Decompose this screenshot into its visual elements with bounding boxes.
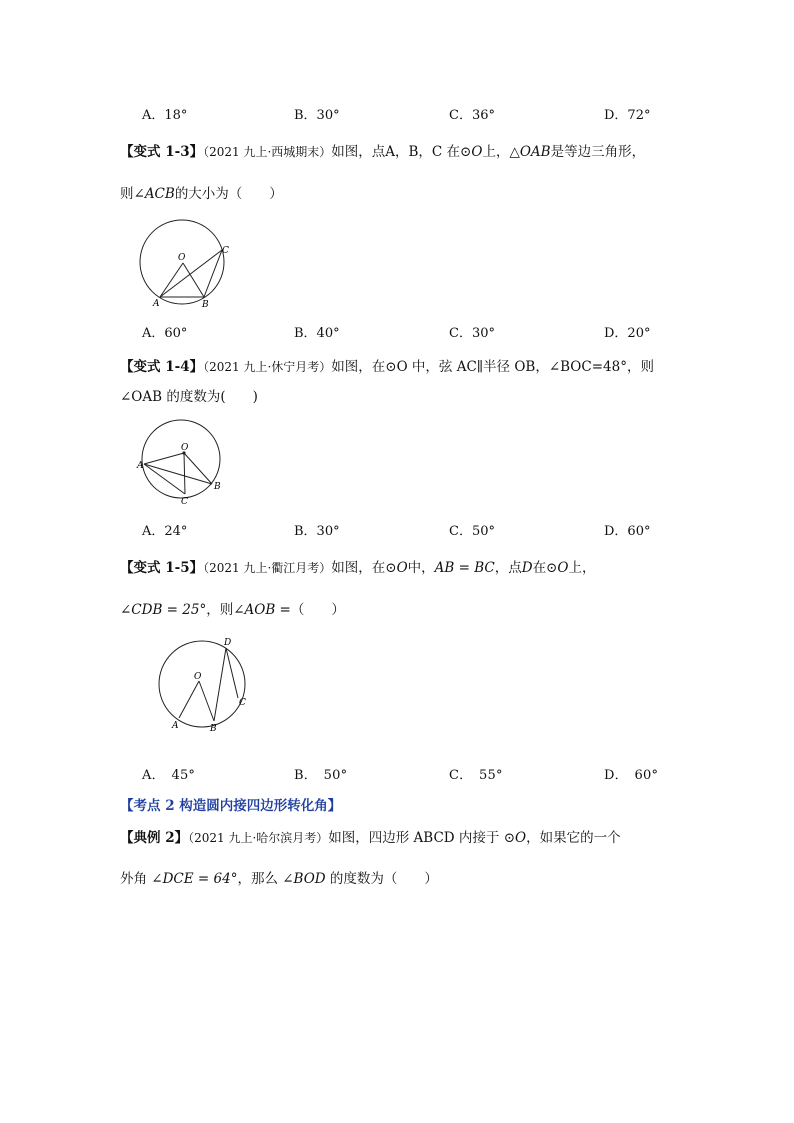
- q2-figure: [130, 210, 240, 315]
- q4-source: （2021 九上·衢江月考）: [203, 561, 332, 575]
- q2-option-a: A．60°: [142, 326, 188, 341]
- q2-option-c: C．30°: [449, 326, 495, 341]
- q3-segment-ob: [184, 453, 212, 484]
- q4-option-c: C． 55°: [449, 768, 503, 783]
- q1-option-c: C．36°: [449, 108, 495, 123]
- q1-options: [142, 104, 702, 124]
- q5-text-a: 如图，四边形 ABCD 内接于 ⊙: [328, 830, 516, 846]
- q2-math-acb: ACB: [144, 186, 175, 202]
- q4-math-arcs: AB = BC: [434, 560, 495, 576]
- q3-option-a: A．24°: [142, 524, 188, 539]
- q3-option-b: B．30°: [294, 524, 340, 539]
- q4-label-d: D: [224, 638, 232, 648]
- q3-source: （2021 九上·休宁月考）: [203, 360, 332, 374]
- q5-math-bod: ∠BOD: [282, 871, 326, 887]
- q4-tag: 【变式 1-5】: [120, 560, 204, 576]
- q2-label-c: C: [222, 246, 229, 256]
- q4-text-a: 如图，在⊙: [331, 560, 397, 576]
- q3-text: 如图，在⊙O 中，弦 AC∥半径 OB，∠BOC=48°，则: [331, 359, 654, 375]
- q4-math-o2: O: [557, 560, 569, 576]
- q4-math-aob: ∠AOB =: [233, 602, 291, 618]
- q5-tag: 【典例 2】: [120, 830, 189, 846]
- q3-stem-line1: [120, 355, 654, 375]
- q5-math-o: O: [515, 830, 527, 846]
- q5-stem-line2: [120, 867, 438, 887]
- q4-options: [142, 764, 702, 784]
- q5-line2-b: ，那么: [237, 871, 283, 887]
- q4-segment-oa: [179, 681, 199, 718]
- q2-source: （2021 九上·西城期末）: [203, 145, 332, 159]
- q4-text-e: 上，: [568, 560, 596, 576]
- q5-source: （2021 九上·哈尔滨月考）: [188, 831, 329, 845]
- q4-math-d: D: [521, 560, 533, 576]
- q2-options: [142, 322, 702, 342]
- q2-segment-oa: [160, 263, 183, 297]
- q2-text-c: 是等边三角形，: [550, 144, 646, 160]
- q3-circle: [142, 420, 220, 498]
- q3-option-d: D．60°: [604, 524, 651, 539]
- q4-option-d: D． 60°: [604, 768, 659, 783]
- q4-label-b: B: [210, 724, 217, 734]
- q3-segment-ab: [144, 464, 212, 484]
- q2-math-oab: OAB: [519, 144, 551, 160]
- q4-option-b: B． 50°: [294, 768, 348, 783]
- q5-line2-a: 外角: [120, 871, 152, 887]
- q2-text-b: 上，△: [482, 144, 520, 160]
- q1-option-b: B．30°: [294, 108, 340, 123]
- q3-options: [142, 520, 702, 540]
- q4-text-c: ，点: [494, 560, 522, 576]
- q4-figure: [150, 630, 260, 740]
- q3-label-b: B: [214, 482, 221, 492]
- q4-text-d: 在⊙: [532, 560, 558, 576]
- q4-stem-line1: [120, 556, 595, 576]
- q4-label-a: A: [172, 721, 179, 731]
- q1-option-d: D．72°: [604, 108, 651, 123]
- q2-label-o: O: [178, 253, 186, 263]
- q3-segment-oc: [184, 453, 185, 494]
- q3-stem-line2: ∠OAB 的度数为( ): [120, 389, 258, 405]
- q3-segment-ac: [144, 464, 185, 494]
- q5-stem-line1: [120, 826, 621, 846]
- q4-option-a: A． 45°: [142, 768, 196, 783]
- q4-line2-c: （ ）: [290, 602, 345, 618]
- q3-label-c: C: [181, 497, 188, 507]
- q3-figure: [134, 413, 234, 508]
- q3-label-o: O: [181, 443, 189, 453]
- q2-line2-a: 则∠: [120, 186, 145, 202]
- q5-math-dce: ∠DCE = 64°: [151, 871, 238, 887]
- q2-stem-line1: [120, 140, 645, 160]
- q4-circle: [159, 641, 245, 727]
- q4-label-o: O: [194, 672, 202, 682]
- q3-option-c: C．50°: [449, 524, 495, 539]
- q2-line2-b: 的大小为（ ）: [174, 186, 283, 202]
- q4-line2-b: ，则: [206, 602, 234, 618]
- q4-segment-dc: [226, 648, 238, 698]
- q4-segment-bd: [214, 648, 226, 721]
- q4-label-c: C: [239, 698, 246, 708]
- q2-label-a: A: [153, 299, 160, 309]
- q4-text-b: 中，: [407, 560, 435, 576]
- q2-label-b: B: [202, 300, 209, 310]
- q2-math-o: O: [471, 144, 483, 160]
- section-heading: 【考点 2 构造圆内接四边形转化角】: [120, 798, 342, 814]
- q3-label-a: A: [137, 461, 144, 471]
- q4-math-o: O: [396, 560, 408, 576]
- q2-stem-line2: [120, 182, 283, 202]
- q5-line2-c: 的度数为（ ）: [325, 871, 438, 887]
- q1-option-a: A．18°: [142, 108, 188, 123]
- q2-tag: 【变式 1-3】: [120, 144, 204, 160]
- q2-text-a: 如图，点A，B，C 在⊙: [331, 144, 472, 160]
- q4-math-cdb: ∠CDB = 25°: [120, 602, 207, 618]
- q3-tag: 【变式 1-4】: [120, 359, 204, 375]
- q2-option-b: B．40°: [294, 326, 340, 341]
- q3-segment-oa: [144, 453, 184, 464]
- q2-segment-ob: [183, 263, 204, 297]
- q2-option-d: D．20°: [604, 326, 651, 341]
- q4-stem-line2: [120, 598, 345, 618]
- q5-text-b: ，如果它的一个: [526, 830, 621, 846]
- q4-segment-ob: [199, 681, 214, 721]
